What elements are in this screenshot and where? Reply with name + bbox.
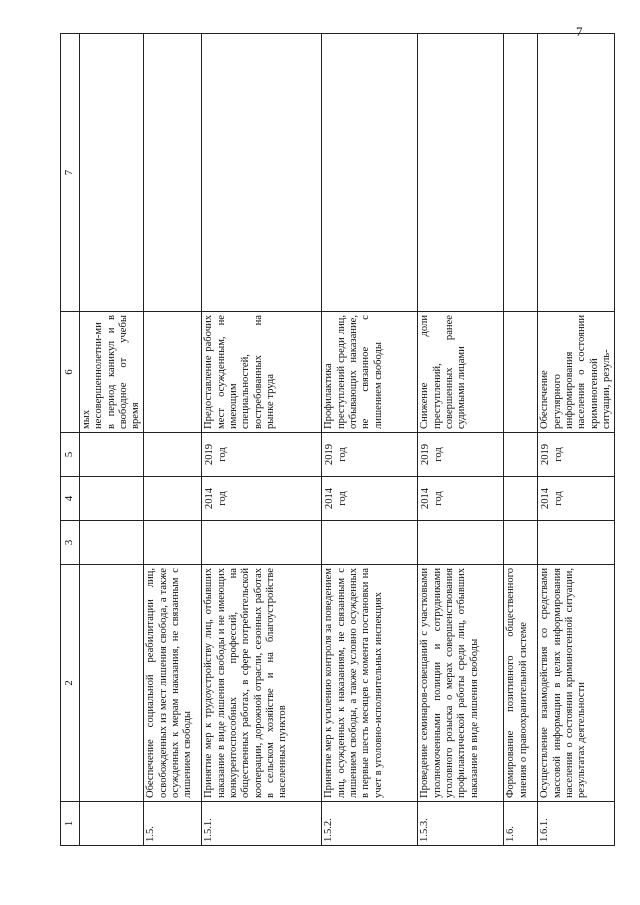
measure-text: Принятие мер к усилению контроля за поведением лиц, осужденных к наказаниям, не связанным с лишением свободы, а также условно осужденных в первые шесть месяцев с момента постановки на учет в уголовно-исполнительных инспекциях [322,565,418,802]
table-frame [60,34,612,846]
notes-cell [202,34,322,312]
start-year [80,477,144,521]
measure-text: Осуществление взаимодействия со средствами массовой информации в целях информирования населения о состоянии криминогенной ситуации, результатах деятельности [538,565,615,802]
executor-cell [418,521,504,565]
table-row [418,34,504,846]
notes-cell [538,34,615,312]
expected-result [144,312,202,433]
executor-cell [504,521,538,565]
start-year: 2014 год [418,477,504,521]
end-year: 2019 год [538,433,615,477]
end-year: 2019 год [322,433,418,477]
table-row [504,34,538,846]
measure-text: Проведение семинаров-совещаний с участковыми уполномоченными полиции и сотрудниками уголовного розыска о мерах совершенствования профилактической работы среди лиц, отбывших наказание в виде лишения свободы [418,565,504,802]
header-cell: 5 [61,433,80,477]
header-cell: 6 [61,312,80,433]
header-row [61,34,80,846]
row-number: 1.5.1. [202,802,322,846]
measure-text: Обеспечение социальной реабилитации лиц, освобожденных из мест лишения свобода, а также осужденных к мерам наказания, не связанным с лишением свободы [144,565,202,802]
expected-result: Обеспечение регулярного информирования населения о состоянии криминогенной ситуации, резуль- [538,312,615,433]
program-measures-table [60,33,615,846]
page-number: 7 [576,24,583,39]
header-cell: 2 [61,565,80,802]
start-year [504,477,538,521]
end-year: 2019 год [418,433,504,477]
rotated-page-area [60,34,612,846]
expected-result [504,312,538,433]
row-number: 1.5. [144,802,202,846]
start-year: 2014 год [322,477,418,521]
table-row [202,34,322,846]
notes-cell [504,34,538,312]
notes-cell [418,34,504,312]
executor-cell [202,521,322,565]
row-number [80,802,144,846]
end-year [144,433,202,477]
end-year: 2019 год [202,433,322,477]
measure-text: Формирование позитивного общественного мнения о правоохранительной системе [504,565,538,802]
start-year [144,477,202,521]
expected-result: Предоставление рабочих мест осужденным, не имеющим специальностей, востребованных на рынке труда [202,312,322,433]
row-number: 1.5.3. [418,802,504,846]
table-row [80,34,144,846]
expected-result: Снижение доли преступлений, совершенных ранее судимыми лицами [418,312,504,433]
notes-cell [322,34,418,312]
table-row [144,34,202,846]
header-cell: 1 [61,802,80,846]
measure-text [80,565,144,802]
header-cell: 4 [61,477,80,521]
start-year: 2014 год [202,477,322,521]
end-year [504,433,538,477]
notes-cell [80,34,144,312]
header-cell: 7 [61,34,80,312]
executor-cell [538,521,615,565]
end-year [80,433,144,477]
start-year: 2014 год [538,477,615,521]
table-body [61,34,615,846]
notes-cell [144,34,202,312]
header-cell: 3 [61,521,80,565]
expected-result: Профилактика преступлений среди лиц, отбывающих наказание, не связанное с лишением свободы [322,312,418,433]
row-number: 1.6.1. [538,802,615,846]
executor-cell [322,521,418,565]
executor-cell [144,521,202,565]
row-number: 1.5.2. [322,802,418,846]
expected-result: мых несовершеннолетни-ми в период каникул и в свободное от учебы время [80,312,144,433]
measure-text: Принятие мер к трудоустройству лиц, отбывших наказание в виде лишения свободы и не имеющих конкурентоспособных профессий, на общественных работах, в сфере потребительской кооперации, дорожной отрасли, сезонных работах в сельском хозяйстве и на благоустройстве населенных пунктов [202,565,322,802]
executor-cell [80,521,144,565]
table-row [538,34,615,846]
row-number: 1.6. [504,802,538,846]
table-row [322,34,418,846]
